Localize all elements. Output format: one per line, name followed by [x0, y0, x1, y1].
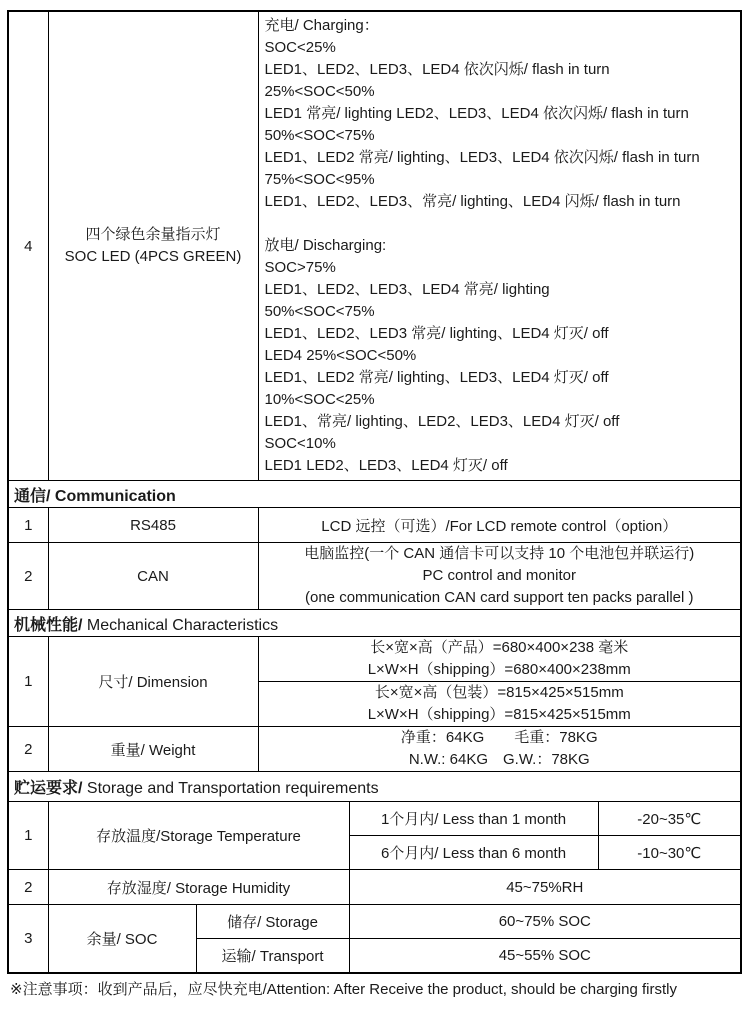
- text-line: LED1、LED2 常亮/ lighting、LED3、LED4 依次闪烁/ flash in turn: [264, 149, 700, 166]
- dimension-row-index: 1: [8, 637, 48, 727]
- section-title-zh: 通信/: [14, 487, 51, 505]
- dimension-package-value: [259, 682, 741, 726]
- dimension-name-cell: 尺寸/ Dimension: [48, 637, 258, 727]
- text-line: 50%<SOC<75%: [264, 127, 375, 144]
- section-header-storage: [8, 772, 741, 802]
- dimension-package-cell: [258, 682, 741, 727]
- text-line: LED1、常亮/ lighting、LED2、LED3、LED4 灯灭/ off: [264, 413, 620, 430]
- soc-led-row-index: 4: [8, 11, 48, 481]
- text-line: 电脑监控(一个 CAN 通信卡可以支持 10 个电池包并联运行): [304, 545, 695, 562]
- rs485-name-cell: RS485: [48, 508, 258, 543]
- text-line: N.W.: 64KG G.W.：78KG: [408, 751, 590, 768]
- text-line: 净重：64KG 毛重：78KG: [400, 729, 598, 746]
- row-storage-temperature-1: [8, 802, 741, 836]
- text-line: LED1 LED2、LED3、LED4 灯灭/ off: [264, 457, 508, 474]
- temperature-value-1: -20~35℃: [598, 802, 741, 836]
- soc-transport-value: 45~55% SOC: [349, 939, 741, 973]
- text-line: L×W×H（shipping）=815×425×515mm: [367, 706, 631, 723]
- section-header-communication: [8, 481, 741, 508]
- row-soc-led: [8, 11, 741, 481]
- section-title-en: Communication: [50, 487, 176, 505]
- weight-value: [259, 727, 741, 771]
- humidity-name-cell: 存放湿度/ Storage Humidity: [48, 870, 349, 905]
- text-line: 放电/ Discharging:: [264, 237, 387, 254]
- section-row-communication: [8, 481, 741, 508]
- soc-row-index: 3: [8, 905, 48, 973]
- text-line: 50%<SOC<75%: [264, 303, 375, 320]
- text-line: LED1、LED2、LED3、常亮/ lighting、LED4 闪烁/ flash in turn: [264, 193, 681, 210]
- dimension-product-cell: [258, 637, 741, 682]
- text-line: SOC<10%: [264, 435, 336, 452]
- text-line: LED4 25%<SOC<50%: [264, 347, 417, 364]
- soc-transport-label: 运输/ Transport: [196, 939, 349, 973]
- rs485-row-index: 1: [8, 508, 48, 543]
- text-line: [265, 213, 739, 235]
- text-line: LED1、LED2、LED3 常亮/ lighting、LED4 灯灭/ off: [264, 325, 609, 342]
- humidity-row-index: 2: [8, 870, 48, 905]
- section-title-zh: 机械性能/: [14, 616, 83, 634]
- temperature-label-1: 1个月内/ Less than 1 month: [349, 802, 598, 836]
- text-line: 长×宽×高（产品）=680×400×238 毫米: [370, 639, 629, 656]
- row-dimension-product: [8, 637, 741, 682]
- weight-value-cell: [258, 727, 741, 772]
- soc-storage-value: 60~75% SOC: [349, 905, 741, 939]
- text-line: 长×宽×高（包装）=815×425×515mm: [374, 684, 624, 701]
- temperature-name-cell: 存放温度/Storage Temperature: [48, 802, 349, 870]
- weight-row-index: 2: [8, 727, 48, 772]
- can-row-index: 2: [8, 543, 48, 610]
- soc-led-description: [265, 15, 739, 477]
- text-line: 25%<SOC<50%: [264, 83, 375, 100]
- text-line: L×W×H（shipping）=680×400×238mm: [367, 661, 631, 678]
- text-line: SOC LED (4PCS GREEN): [64, 248, 242, 265]
- text-line: 充电/ Charging：: [264, 17, 379, 34]
- soc-name-cell: 余量/ SOC: [48, 905, 196, 973]
- section-title-en: Mechanical Characteristics: [82, 616, 279, 634]
- humidity-value-cell: 45~75%RH: [349, 870, 741, 905]
- weight-name-cell: 重量/ Weight: [48, 727, 258, 772]
- text-line: SOC>75%: [264, 259, 336, 276]
- row-soc-storage: [8, 905, 741, 939]
- section-title-en: Storage and Transportation requirements: [82, 780, 379, 797]
- soc-led-name: [49, 224, 258, 268]
- can-value-cell: [258, 543, 741, 610]
- can-name-cell: CAN: [48, 543, 258, 610]
- battery-spec-table: [7, 10, 742, 974]
- temperature-label-2: 6个月内/ Less than 6 month: [349, 836, 598, 870]
- can-value: [259, 543, 741, 609]
- temperature-row-index: 1: [8, 802, 48, 870]
- soc-storage-label: 储存/ Storage: [196, 905, 349, 939]
- text-line: SOC<25%: [264, 39, 336, 56]
- section-row-storage: [8, 772, 741, 802]
- temperature-value-2: -10~30℃: [598, 836, 741, 870]
- rs485-value-cell: LCD 远控（可选）/For LCD remote control（option）: [258, 508, 741, 543]
- row-storage-humidity: [8, 870, 741, 905]
- row-rs485: [8, 508, 741, 543]
- row-weight: [8, 727, 741, 772]
- text-line: (one communication CAN card support ten packs parallel ): [305, 589, 694, 606]
- text-line: 75%<SOC<95%: [264, 171, 375, 188]
- section-title-zh: 贮运要求/: [14, 780, 83, 797]
- attention-footnote: ※注意事项：收到产品后，应尽快充电/Attention: After Receive the product, should be charging firstly: [10, 981, 677, 998]
- row-can: [8, 543, 741, 610]
- soc-led-description-cell: [258, 11, 741, 481]
- text-line: LED1、LED2 常亮/ lighting、LED3、LED4 灯灭/ off: [264, 369, 609, 386]
- text-line: LED1、LED2、LED3、LED4 常亮/ lighting: [264, 281, 550, 298]
- text-line: 10%<SOC<25%: [264, 391, 375, 408]
- text-line: 四个绿色余量指示灯: [85, 226, 221, 243]
- text-line: PC control and monitor: [422, 567, 576, 584]
- section-header-mechanical: [8, 610, 741, 637]
- section-row-mechanical: [8, 610, 741, 637]
- text-line: LED1 常亮/ lighting LED2、LED3、LED4 依次闪烁/ flash in turn: [264, 105, 689, 122]
- text-line: LED1、LED2、LED3、LED4 依次闪烁/ flash in turn: [264, 61, 610, 78]
- soc-led-name-cell: [48, 11, 258, 481]
- dimension-product-value: [259, 637, 741, 681]
